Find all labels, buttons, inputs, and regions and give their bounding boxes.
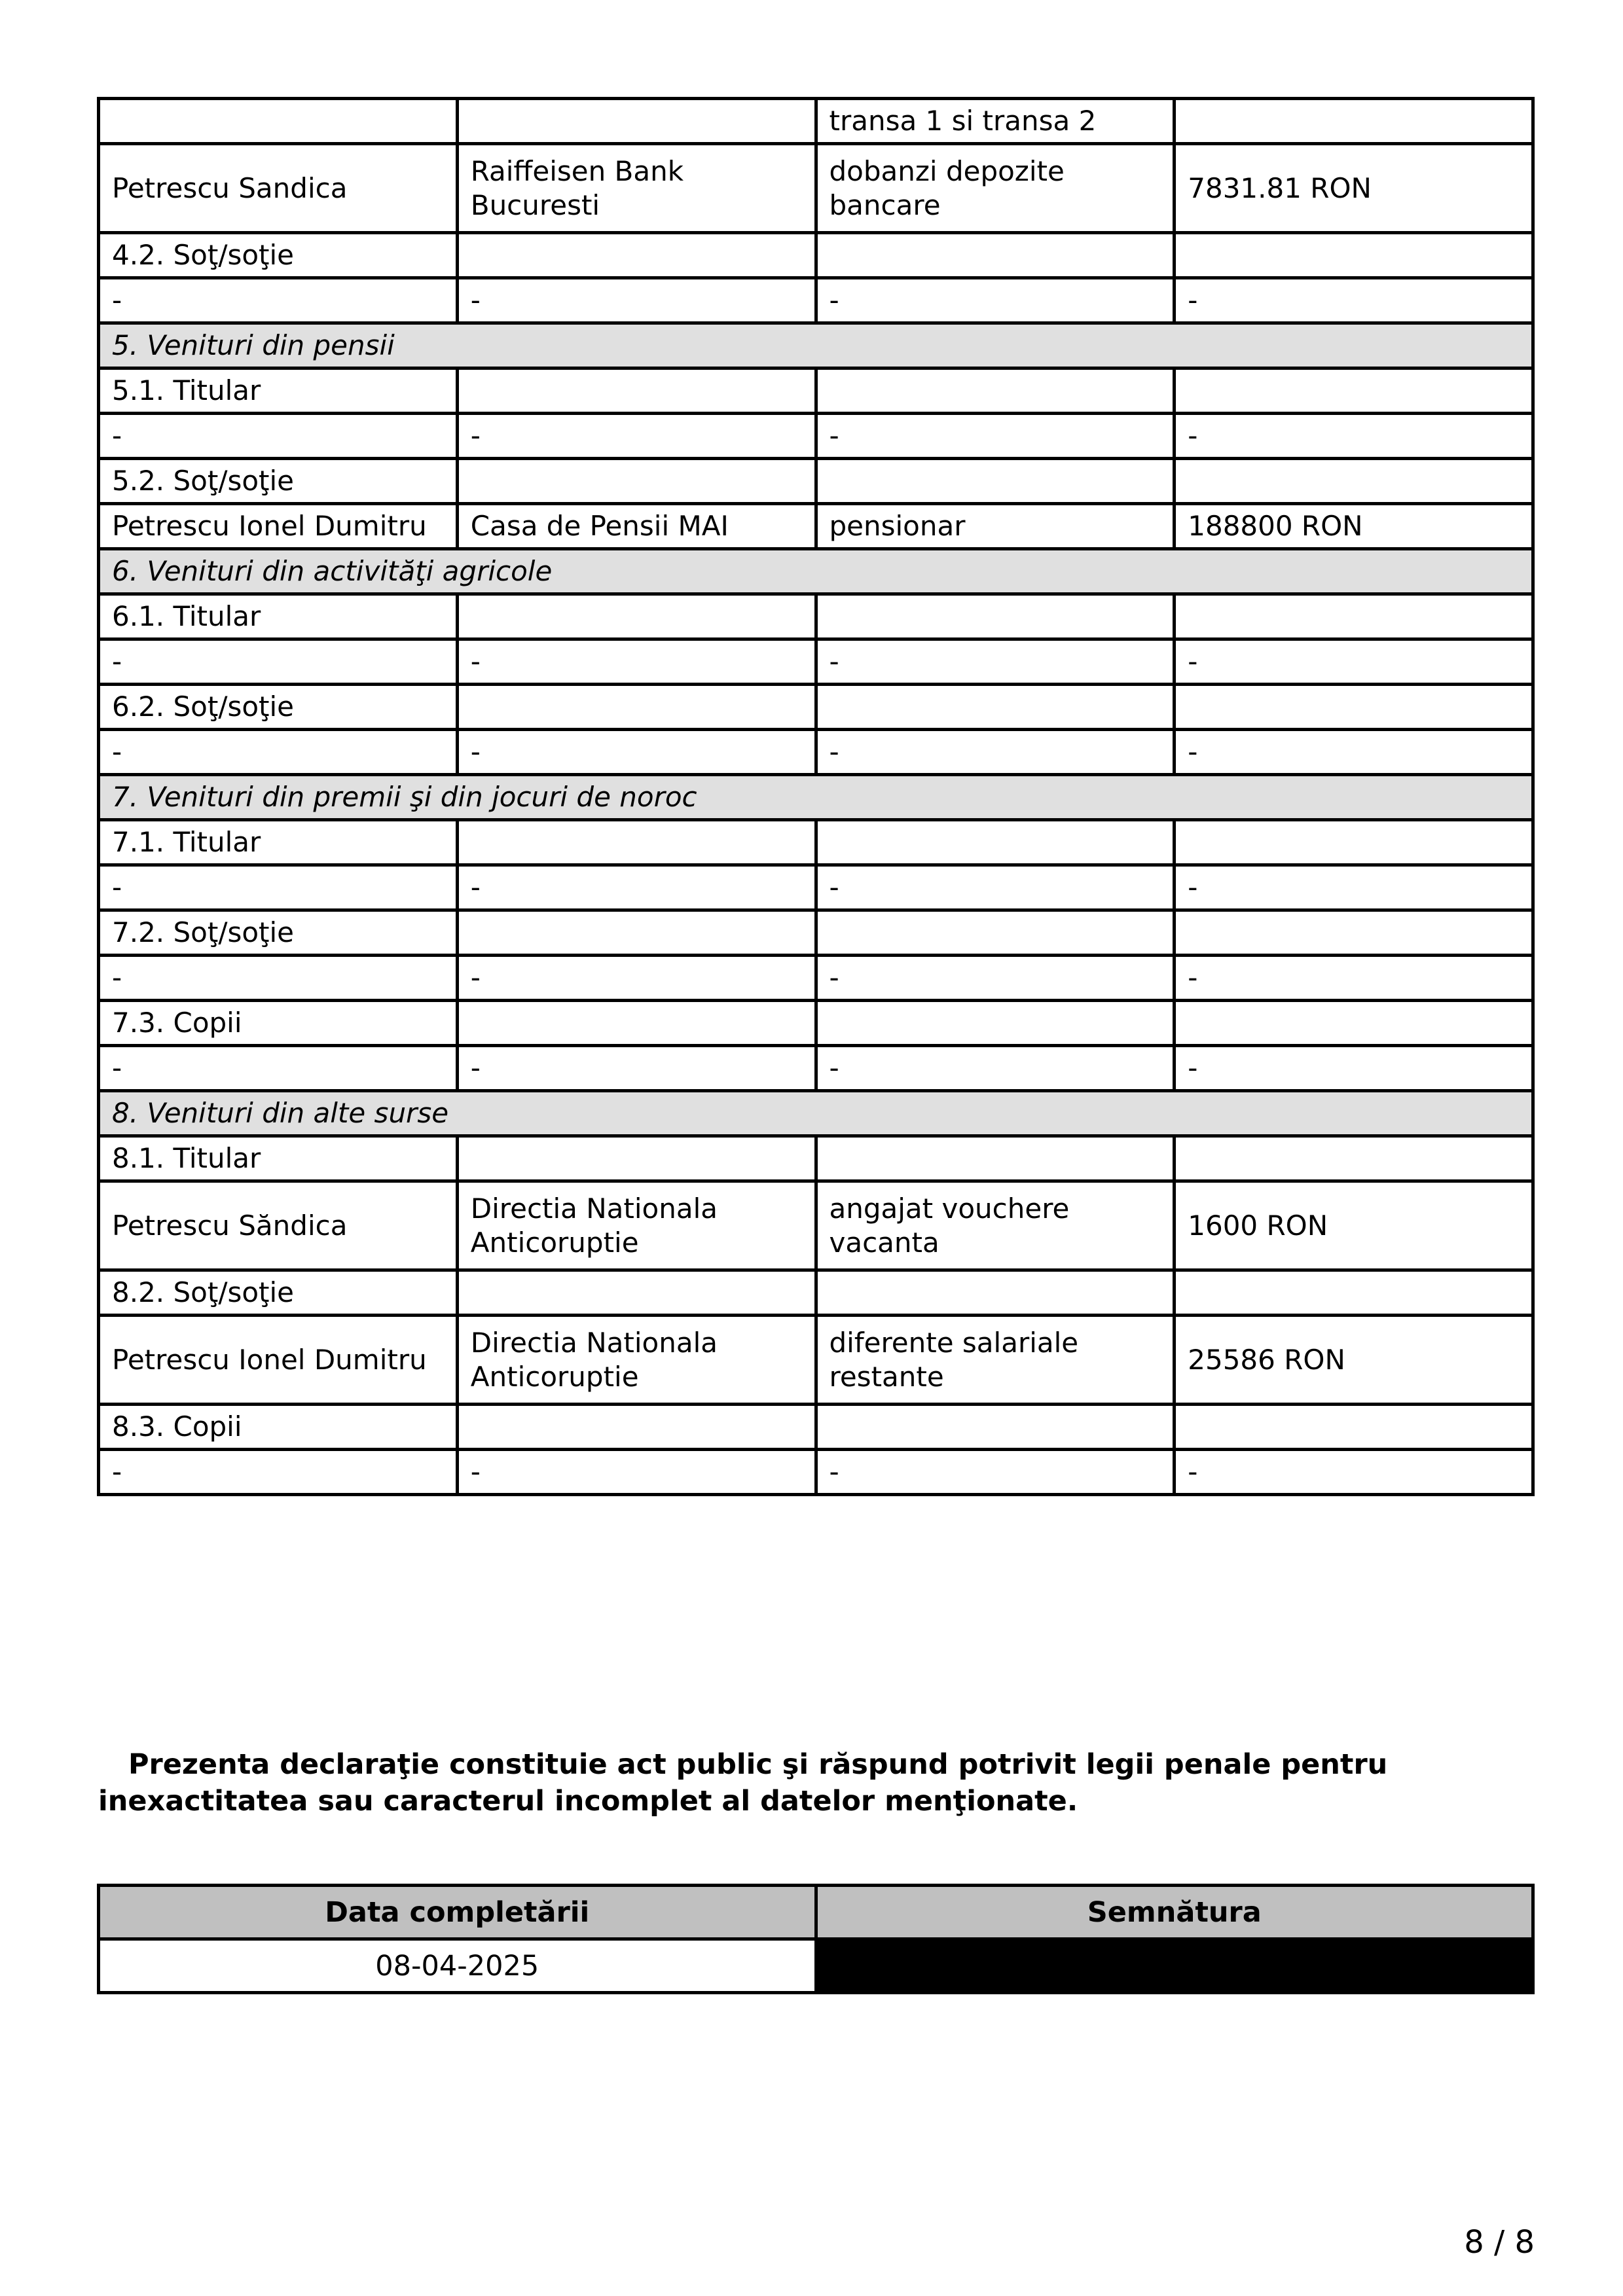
amount-cell — [1175, 1001, 1533, 1046]
table-row — [99, 685, 1533, 730]
table-row — [99, 278, 1533, 323]
service-cell: transa 1 si transa 2 — [816, 99, 1175, 144]
owner-cell: - — [99, 1046, 458, 1091]
table-row — [99, 459, 1533, 504]
amount-cell — [1175, 1405, 1533, 1450]
amount-cell: 1600 RON — [1175, 1181, 1533, 1270]
section-title: 5. Venituri din pensii — [99, 323, 1533, 368]
table-row — [99, 820, 1533, 865]
owner-cell: 6.2. Soţ/soţie — [99, 685, 458, 730]
signature-value-row — [99, 1939, 1533, 1993]
declaration-statement: Prezenta declaraţie constituie act public şi răspund potrivit legii penale pentru inexactitatea sau caracterul incomplet al datelor menţionate. — [98, 1748, 1388, 1818]
source-cell: - — [457, 1450, 816, 1495]
service-cell: - — [816, 865, 1175, 910]
table-row — [99, 233, 1533, 278]
amount-cell: 188800 RON — [1175, 504, 1533, 549]
section-header-row — [99, 775, 1533, 820]
income-table-body — [99, 99, 1533, 1495]
service-cell: diferente salariale restante — [816, 1316, 1175, 1405]
service-cell — [816, 459, 1175, 504]
service-cell — [816, 594, 1175, 639]
table-row — [99, 910, 1533, 956]
source-cell — [457, 910, 816, 956]
table-row — [99, 594, 1533, 639]
source-cell — [457, 459, 816, 504]
owner-cell — [99, 99, 458, 144]
source-cell — [457, 1001, 816, 1046]
service-cell: dobanzi depozite bancare — [816, 144, 1175, 233]
owner-cell: - — [99, 278, 458, 323]
owner-cell: - — [99, 865, 458, 910]
signature-header: Semnătura — [816, 1886, 1533, 1939]
section-header-row — [99, 323, 1533, 368]
service-cell — [816, 1136, 1175, 1181]
table-row — [99, 504, 1533, 549]
amount-cell — [1175, 910, 1533, 956]
redacted-signature — [816, 1939, 1533, 1993]
owner-cell: - — [99, 1450, 458, 1495]
amount-cell: 7831.81 RON — [1175, 144, 1533, 233]
amount-cell: - — [1175, 956, 1533, 1001]
source-cell — [457, 99, 816, 144]
amount-cell: - — [1175, 1450, 1533, 1495]
owner-cell: - — [99, 639, 458, 685]
owner-cell: 8.1. Titular — [99, 1136, 458, 1181]
source-cell: - — [457, 639, 816, 685]
service-cell — [816, 1405, 1175, 1450]
page-number: 8 / 8 — [1464, 2224, 1535, 2261]
table-row — [99, 144, 1533, 233]
table-row — [99, 1270, 1533, 1316]
service-cell: angajat vouchere vacanta — [816, 1181, 1175, 1270]
owner-cell: - — [99, 414, 458, 459]
source-cell — [457, 820, 816, 865]
table-row — [99, 730, 1533, 775]
owner-cell: 8.2. Soţ/soţie — [99, 1270, 458, 1316]
completion-date: 08-04-2025 — [99, 1939, 816, 1993]
table-row — [99, 1405, 1533, 1450]
service-cell: - — [816, 278, 1175, 323]
service-cell: - — [816, 956, 1175, 1001]
owner-cell: 7.1. Titular — [99, 820, 458, 865]
amount-cell: - — [1175, 639, 1533, 685]
source-cell: - — [457, 414, 816, 459]
source-cell: - — [457, 278, 816, 323]
source-cell: - — [457, 956, 816, 1001]
table-row — [99, 865, 1533, 910]
source-cell: Casa de Pensii MAI — [457, 504, 816, 549]
signature-table — [97, 1884, 1535, 1994]
table-row — [99, 956, 1533, 1001]
amount-cell — [1175, 820, 1533, 865]
amount-cell: - — [1175, 1046, 1533, 1091]
service-cell: - — [816, 414, 1175, 459]
amount-cell — [1175, 233, 1533, 278]
table-row — [99, 414, 1533, 459]
table-row — [99, 1136, 1533, 1181]
source-cell — [457, 594, 816, 639]
table-row — [99, 639, 1533, 685]
amount-cell — [1175, 1270, 1533, 1316]
source-cell: - — [457, 730, 816, 775]
owner-cell: Petrescu Ionel Dumitru — [99, 504, 458, 549]
source-cell — [457, 233, 816, 278]
owner-cell: 7.2. Soţ/soţie — [99, 910, 458, 956]
table-row — [99, 1450, 1533, 1495]
service-cell: pensionar — [816, 504, 1175, 549]
amount-cell — [1175, 368, 1533, 414]
amount-cell — [1175, 685, 1533, 730]
owner-cell: 5.2. Soţ/soţie — [99, 459, 458, 504]
service-cell: - — [816, 730, 1175, 775]
table-row — [99, 99, 1533, 144]
table-row — [99, 368, 1533, 414]
date-header: Data completării — [99, 1886, 816, 1939]
amount-cell: - — [1175, 865, 1533, 910]
source-cell — [457, 685, 816, 730]
owner-cell: 4.2. Soţ/soţie — [99, 233, 458, 278]
owner-cell: - — [99, 956, 458, 1001]
source-cell: Raiffeisen Bank Bucuresti — [457, 144, 816, 233]
table-row — [99, 1001, 1533, 1046]
amount-cell — [1175, 459, 1533, 504]
service-cell — [816, 1001, 1175, 1046]
owner-cell: Petrescu Sandica — [99, 144, 458, 233]
source-cell — [457, 1405, 816, 1450]
table-row — [99, 1181, 1533, 1270]
owner-cell: 6.1. Titular — [99, 594, 458, 639]
section-title: 8. Venituri din alte surse — [99, 1091, 1533, 1136]
service-cell: - — [816, 1450, 1175, 1495]
service-cell — [816, 233, 1175, 278]
service-cell — [816, 910, 1175, 956]
amount-cell: - — [1175, 414, 1533, 459]
service-cell — [816, 1270, 1175, 1316]
owner-cell: 7.3. Copii — [99, 1001, 458, 1046]
table-row — [99, 1316, 1533, 1405]
source-cell — [457, 1270, 816, 1316]
service-cell: - — [816, 1046, 1175, 1091]
owner-cell: 8.3. Copii — [99, 1405, 458, 1450]
income-table — [97, 97, 1535, 1496]
section-header-row — [99, 549, 1533, 594]
owner-cell: Petrescu Săndica — [99, 1181, 458, 1270]
amount-cell: - — [1175, 278, 1533, 323]
service-cell — [816, 685, 1175, 730]
source-cell: Directia Nationala Anticoruptie — [457, 1181, 816, 1270]
amount-cell — [1175, 99, 1533, 144]
source-cell: - — [457, 865, 816, 910]
service-cell — [816, 820, 1175, 865]
amount-cell: - — [1175, 730, 1533, 775]
section-title: 6. Venituri din activităţi agricole — [99, 549, 1533, 594]
source-cell — [457, 1136, 816, 1181]
amount-cell — [1175, 594, 1533, 639]
source-cell: Directia Nationala Anticoruptie — [457, 1316, 816, 1405]
table-row — [99, 1046, 1533, 1091]
amount-cell — [1175, 1136, 1533, 1181]
owner-cell: - — [99, 730, 458, 775]
source-cell: - — [457, 1046, 816, 1091]
amount-cell: 25586 RON — [1175, 1316, 1533, 1405]
source-cell — [457, 368, 816, 414]
signature-header-row — [99, 1886, 1533, 1939]
service-cell — [816, 368, 1175, 414]
section-header-row — [99, 1091, 1533, 1136]
section-title: 7. Venituri din premii şi din jocuri de noroc — [99, 775, 1533, 820]
service-cell: - — [816, 639, 1175, 685]
owner-cell: 5.1. Titular — [99, 368, 458, 414]
owner-cell: Petrescu Ionel Dumitru — [99, 1316, 458, 1405]
